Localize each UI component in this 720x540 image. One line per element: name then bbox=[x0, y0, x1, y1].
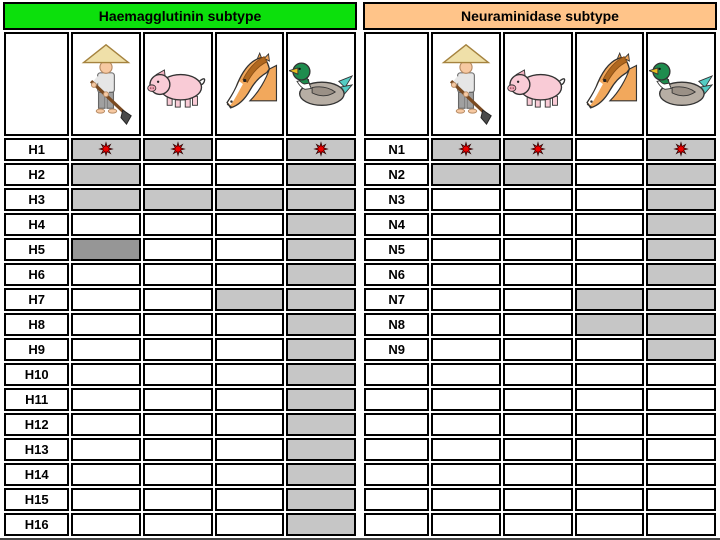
row-label-h7: H7 bbox=[4, 288, 69, 311]
cell-n1-human-farmer bbox=[431, 138, 501, 161]
host-cell-duck-right bbox=[646, 32, 716, 136]
cell-n6-duck bbox=[646, 263, 716, 286]
cell-h15-human-farmer bbox=[71, 488, 141, 511]
pig-icon bbox=[506, 61, 570, 108]
subtype-row-h3 bbox=[4, 188, 356, 211]
subtype-row-right-empty-10 bbox=[364, 388, 716, 411]
cell-empty9-pig bbox=[503, 363, 573, 386]
cell-h9-horse bbox=[215, 338, 285, 361]
subtype-row-right-empty-12 bbox=[364, 438, 716, 461]
cell-h16-human-farmer bbox=[71, 513, 141, 536]
cell-h5-pig bbox=[143, 238, 213, 261]
cell-n7-pig bbox=[503, 288, 573, 311]
cell-h6-human-farmer bbox=[71, 263, 141, 286]
subtype-row-n5 bbox=[364, 238, 716, 261]
cell-h10-horse bbox=[215, 363, 285, 386]
host-cell-pig-right bbox=[503, 32, 573, 136]
subtype-row-h4 bbox=[4, 213, 356, 236]
subtype-row-right-empty-11 bbox=[364, 413, 716, 436]
cell-h14-pig bbox=[143, 463, 213, 486]
cell-h9-pig bbox=[143, 338, 213, 361]
subtype-row-h16 bbox=[4, 513, 356, 536]
row-label-n5: N5 bbox=[364, 238, 429, 261]
haemagglutinin-rows bbox=[4, 138, 356, 536]
horse-icon bbox=[220, 52, 280, 116]
neuraminidase-header-label: Neuraminidase subtype bbox=[461, 8, 619, 24]
subtype-row-n8 bbox=[364, 313, 716, 336]
duck-icon bbox=[649, 58, 713, 110]
subtype-row-h1 bbox=[4, 138, 356, 161]
subtype-row-right-empty-14 bbox=[364, 488, 716, 511]
row-label-empty bbox=[364, 363, 429, 386]
pig-icon bbox=[146, 61, 210, 108]
cell-empty14-duck bbox=[646, 488, 716, 511]
cell-h8-human-farmer bbox=[71, 313, 141, 336]
subtype-row-h13 bbox=[4, 438, 356, 461]
cell-h14-duck bbox=[286, 463, 356, 486]
cell-h11-pig bbox=[143, 388, 213, 411]
cell-empty15-duck bbox=[646, 513, 716, 536]
duck-icon bbox=[289, 58, 353, 110]
cell-n4-pig bbox=[503, 213, 573, 236]
cell-h7-pig bbox=[143, 288, 213, 311]
cell-n1-horse bbox=[575, 138, 645, 161]
row-label-h6: H6 bbox=[4, 263, 69, 286]
cell-h1-duck bbox=[286, 138, 356, 161]
neuraminidase-header bbox=[363, 2, 717, 30]
cell-h8-horse bbox=[215, 313, 285, 336]
subtype-row-h2 bbox=[4, 163, 356, 186]
infection-star-icon bbox=[170, 141, 186, 157]
cell-empty10-horse bbox=[575, 388, 645, 411]
haemagglutinin-panel bbox=[0, 0, 360, 538]
cell-h5-human-farmer bbox=[71, 238, 141, 261]
cell-n6-pig bbox=[503, 263, 573, 286]
subtype-row-n7 bbox=[364, 288, 716, 311]
cell-h2-pig bbox=[143, 163, 213, 186]
cell-h11-horse bbox=[215, 388, 285, 411]
row-label-h13: H13 bbox=[4, 438, 69, 461]
infection-star-icon bbox=[673, 141, 689, 157]
subtype-row-h8 bbox=[4, 313, 356, 336]
subtype-row-h9 bbox=[4, 338, 356, 361]
neuraminidase-table bbox=[362, 30, 718, 538]
cell-h3-duck bbox=[286, 188, 356, 211]
cell-n8-duck bbox=[646, 313, 716, 336]
cell-h16-duck bbox=[286, 513, 356, 536]
cell-n1-duck bbox=[646, 138, 716, 161]
cell-h4-horse bbox=[215, 213, 285, 236]
cell-n7-horse bbox=[575, 288, 645, 311]
cell-h12-human-farmer bbox=[71, 413, 141, 436]
subtype-row-n2 bbox=[364, 163, 716, 186]
row-label-n8: N8 bbox=[364, 313, 429, 336]
cell-h4-pig bbox=[143, 213, 213, 236]
row-label-h14: H14 bbox=[4, 463, 69, 486]
row-label-n1: N1 bbox=[364, 138, 429, 161]
cell-n5-duck bbox=[646, 238, 716, 261]
corner-cell-left bbox=[4, 32, 69, 136]
row-label-h1: H1 bbox=[4, 138, 69, 161]
cell-empty14-horse bbox=[575, 488, 645, 511]
subtype-row-n6 bbox=[364, 263, 716, 286]
row-label-h11: H11 bbox=[4, 388, 69, 411]
infection-star-icon bbox=[458, 141, 474, 157]
cell-empty11-human-farmer bbox=[431, 413, 501, 436]
neuraminidase-rows bbox=[364, 138, 716, 536]
subtype-row-h14 bbox=[4, 463, 356, 486]
cell-n3-human-farmer bbox=[431, 188, 501, 211]
cell-n5-pig bbox=[503, 238, 573, 261]
cell-h15-pig bbox=[143, 488, 213, 511]
cell-empty14-human-farmer bbox=[431, 488, 501, 511]
cell-h13-human-farmer bbox=[71, 438, 141, 461]
cell-empty11-duck bbox=[646, 413, 716, 436]
row-label-empty bbox=[364, 463, 429, 486]
cell-h6-pig bbox=[143, 263, 213, 286]
cell-empty11-horse bbox=[575, 413, 645, 436]
cell-n3-duck bbox=[646, 188, 716, 211]
host-cell-human-right bbox=[431, 32, 501, 136]
subtype-row-h12 bbox=[4, 413, 356, 436]
cell-h13-horse bbox=[215, 438, 285, 461]
subtype-row-right-empty-13 bbox=[364, 463, 716, 486]
subtype-row-n4 bbox=[364, 213, 716, 236]
cell-n9-pig bbox=[503, 338, 573, 361]
row-label-h3: H3 bbox=[4, 188, 69, 211]
cell-h2-duck bbox=[286, 163, 356, 186]
haemagglutinin-table bbox=[2, 30, 358, 538]
cell-h1-pig bbox=[143, 138, 213, 161]
cell-h8-duck bbox=[286, 313, 356, 336]
row-label-h9: H9 bbox=[4, 338, 69, 361]
host-cell-human-left bbox=[71, 32, 141, 136]
corner-cell-right bbox=[364, 32, 429, 136]
host-cell-horse-left bbox=[215, 32, 285, 136]
subtype-row-right-empty-9 bbox=[364, 363, 716, 386]
cell-empty12-duck bbox=[646, 438, 716, 461]
cell-h3-pig bbox=[143, 188, 213, 211]
cell-h9-duck bbox=[286, 338, 356, 361]
cell-h5-duck bbox=[286, 238, 356, 261]
cell-n9-horse bbox=[575, 338, 645, 361]
row-label-n3: N3 bbox=[364, 188, 429, 211]
host-cell-duck-left bbox=[286, 32, 356, 136]
cell-h6-horse bbox=[215, 263, 285, 286]
cell-h12-horse bbox=[215, 413, 285, 436]
cell-n8-horse bbox=[575, 313, 645, 336]
subtype-row-h15 bbox=[4, 488, 356, 511]
cell-h11-human-farmer bbox=[71, 388, 141, 411]
row-label-empty bbox=[364, 513, 429, 536]
neuraminidase-panel bbox=[360, 0, 720, 538]
cell-h10-human-farmer bbox=[71, 363, 141, 386]
cell-empty15-horse bbox=[575, 513, 645, 536]
cell-h13-pig bbox=[143, 438, 213, 461]
cell-h1-horse bbox=[215, 138, 285, 161]
cell-empty10-pig bbox=[503, 388, 573, 411]
cell-n2-horse bbox=[575, 163, 645, 186]
haemagglutinin-header-label: Haemagglutinin subtype bbox=[98, 8, 262, 24]
cell-h10-pig bbox=[143, 363, 213, 386]
cell-n4-human-farmer bbox=[431, 213, 501, 236]
row-label-n9: N9 bbox=[364, 338, 429, 361]
cell-empty12-horse bbox=[575, 438, 645, 461]
cell-h12-duck bbox=[286, 413, 356, 436]
subtype-row-h5 bbox=[4, 238, 356, 261]
infection-star-icon bbox=[98, 141, 114, 157]
cell-empty14-pig bbox=[503, 488, 573, 511]
row-label-empty bbox=[364, 438, 429, 461]
subtype-row-h6 bbox=[4, 263, 356, 286]
farmer-icon bbox=[438, 38, 494, 130]
cell-empty13-horse bbox=[575, 463, 645, 486]
cell-n5-human-farmer bbox=[431, 238, 501, 261]
cell-n9-duck bbox=[646, 338, 716, 361]
subtype-row-n9 bbox=[364, 338, 716, 361]
row-label-n6: N6 bbox=[364, 263, 429, 286]
subtype-row-h7 bbox=[4, 288, 356, 311]
row-label-h5: H5 bbox=[4, 238, 69, 261]
cell-n2-duck bbox=[646, 163, 716, 186]
cell-h14-horse bbox=[215, 463, 285, 486]
cell-empty9-human-farmer bbox=[431, 363, 501, 386]
subtype-row-right-empty-15 bbox=[364, 513, 716, 536]
cell-h8-pig bbox=[143, 313, 213, 336]
row-label-n4: N4 bbox=[364, 213, 429, 236]
cell-h5-horse bbox=[215, 238, 285, 261]
farmer-icon bbox=[78, 38, 134, 130]
cell-empty11-pig bbox=[503, 413, 573, 436]
cell-empty13-pig bbox=[503, 463, 573, 486]
cell-n6-horse bbox=[575, 263, 645, 286]
cell-n7-human-farmer bbox=[431, 288, 501, 311]
cell-h16-pig bbox=[143, 513, 213, 536]
row-label-h15: H15 bbox=[4, 488, 69, 511]
cell-h2-horse bbox=[215, 163, 285, 186]
row-label-n2: N2 bbox=[364, 163, 429, 186]
cell-h7-human-farmer bbox=[71, 288, 141, 311]
cell-h3-horse bbox=[215, 188, 285, 211]
cell-h6-duck bbox=[286, 263, 356, 286]
row-label-h16: H16 bbox=[4, 513, 69, 536]
cell-h4-human-farmer bbox=[71, 213, 141, 236]
cell-n2-human-farmer bbox=[431, 163, 501, 186]
row-label-h4: H4 bbox=[4, 213, 69, 236]
row-label-empty bbox=[364, 413, 429, 436]
cell-n8-pig bbox=[503, 313, 573, 336]
horse-icon bbox=[580, 52, 640, 116]
row-label-empty bbox=[364, 388, 429, 411]
cell-n5-horse bbox=[575, 238, 645, 261]
cell-n8-human-farmer bbox=[431, 313, 501, 336]
cell-h3-human-farmer bbox=[71, 188, 141, 211]
cell-empty10-human-farmer bbox=[431, 388, 501, 411]
haemagglutinin-header bbox=[3, 2, 357, 30]
cell-h12-pig bbox=[143, 413, 213, 436]
row-label-empty bbox=[364, 488, 429, 511]
cell-n6-human-farmer bbox=[431, 263, 501, 286]
subtype-row-h11 bbox=[4, 388, 356, 411]
cell-h16-horse bbox=[215, 513, 285, 536]
cell-h9-human-farmer bbox=[71, 338, 141, 361]
cell-n2-pig bbox=[503, 163, 573, 186]
cell-n4-duck bbox=[646, 213, 716, 236]
cell-h14-human-farmer bbox=[71, 463, 141, 486]
infection-star-icon bbox=[530, 141, 546, 157]
cell-empty9-horse bbox=[575, 363, 645, 386]
cell-h7-horse bbox=[215, 288, 285, 311]
cell-h15-horse bbox=[215, 488, 285, 511]
row-label-h12: H12 bbox=[4, 413, 69, 436]
row-label-h8: H8 bbox=[4, 313, 69, 336]
cell-h13-duck bbox=[286, 438, 356, 461]
cell-empty15-pig bbox=[503, 513, 573, 536]
cell-h7-duck bbox=[286, 288, 356, 311]
host-species-row bbox=[364, 32, 716, 136]
cell-empty9-duck bbox=[646, 363, 716, 386]
cell-h1-human-farmer bbox=[71, 138, 141, 161]
infection-star-icon bbox=[313, 141, 329, 157]
cell-h10-duck bbox=[286, 363, 356, 386]
cell-n3-pig bbox=[503, 188, 573, 211]
cell-n1-pig bbox=[503, 138, 573, 161]
cell-empty15-human-farmer bbox=[431, 513, 501, 536]
host-cell-pig-left bbox=[143, 32, 213, 136]
row-label-n7: N7 bbox=[364, 288, 429, 311]
cell-h11-duck bbox=[286, 388, 356, 411]
cell-empty12-pig bbox=[503, 438, 573, 461]
subtype-row-h10 bbox=[4, 363, 356, 386]
row-label-h10: H10 bbox=[4, 363, 69, 386]
cell-empty13-duck bbox=[646, 463, 716, 486]
cell-n4-horse bbox=[575, 213, 645, 236]
cell-n7-duck bbox=[646, 288, 716, 311]
cell-empty10-duck bbox=[646, 388, 716, 411]
cell-h2-human-farmer bbox=[71, 163, 141, 186]
cell-h4-duck bbox=[286, 213, 356, 236]
cell-n3-horse bbox=[575, 188, 645, 211]
cell-n9-human-farmer bbox=[431, 338, 501, 361]
row-label-h2: H2 bbox=[4, 163, 69, 186]
host-cell-horse-right bbox=[575, 32, 645, 136]
subtype-row-n3 bbox=[364, 188, 716, 211]
subtype-row-n1 bbox=[364, 138, 716, 161]
cell-empty13-human-farmer bbox=[431, 463, 501, 486]
cell-h15-duck bbox=[286, 488, 356, 511]
host-species-row bbox=[4, 32, 356, 136]
cell-empty12-human-farmer bbox=[431, 438, 501, 461]
